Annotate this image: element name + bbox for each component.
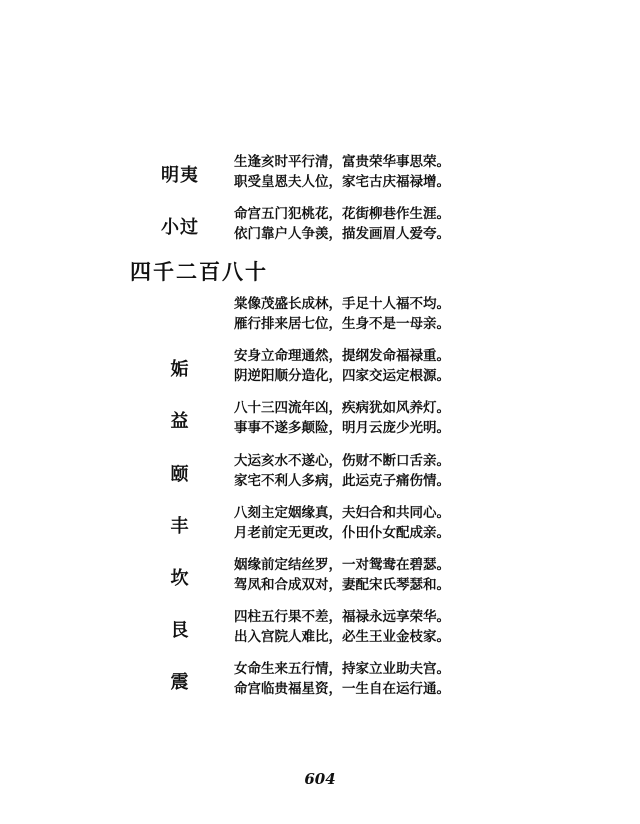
verse-line: 女命生来五行情，持家立业助夫宫。: [234, 661, 450, 677]
verse-line: 八十三四流年凶，疾病犹如风养灯。: [234, 400, 450, 416]
verse-line: 阴逆阳顺分造化，四家交运定根源。: [234, 368, 450, 384]
hexagram-name: 小过: [161, 217, 199, 238]
hexagram-name: 丰: [170, 516, 190, 537]
verse-line: 出入宫院人难比，必生王业金枝家。: [234, 629, 450, 645]
entry: [0, 451, 640, 495]
verse-line: 生逢亥时平行清，富贵荣华事思荣。: [234, 154, 450, 170]
verse-line: 命宫临贵福星资，一生自在运行通。: [234, 681, 450, 697]
verse-line: 大运亥水不遂心，伤财不断口舌亲。: [234, 453, 450, 469]
entry: [0, 555, 640, 599]
entry: [0, 607, 640, 651]
verse-line: 姻缘前定结丝罗，一对鸳鸯在碧瑟。: [234, 557, 450, 573]
verse-line: 雁行排来居七位，生身不是一母亲。: [234, 316, 450, 332]
verse-line: 四柱五行果不差，福禄永远享荣华。: [234, 609, 450, 625]
entry: [0, 346, 640, 390]
entry: [0, 294, 640, 338]
page-number: 604: [304, 770, 336, 788]
hexagram-name: 震: [170, 672, 190, 693]
hexagram-name: 艮: [170, 620, 190, 641]
entry: [0, 204, 640, 248]
hexagram-name: 益: [170, 411, 190, 432]
verse-line: 八刻主定姻缘真，夫妇合和共同心。: [234, 505, 450, 521]
hexagram-name: 坎: [170, 568, 190, 589]
hexagram-name: [150, 294, 210, 338]
verse-line: 依门靠户人争羡，描发画眉人爱夸。: [234, 226, 450, 242]
verse-line: 驾凤和合成双对，妻配宋氏琴瑟和。: [234, 577, 450, 593]
verse-line: 家宅不利人多病，此运克子痛伤情。: [234, 473, 450, 489]
hexagram-name: 颐: [170, 464, 190, 485]
verse-line: 安身立命理通然，提纲发命福禄重。: [234, 348, 450, 364]
entry: [0, 152, 640, 196]
hexagram-name: 明夷: [161, 165, 199, 186]
verse-line: 命宫五门犯桃花，花街柳巷作生涯。: [234, 206, 450, 222]
verse-line: 棠像茂盛长成林，手足十人福不均。: [234, 296, 450, 312]
hexagram-name: 姤: [170, 359, 190, 380]
entry: [0, 659, 640, 703]
entry: [0, 503, 640, 547]
verse-line: 职受皇恩夫人位，家宅古庆福禄增。: [234, 174, 450, 190]
section-heading: 四千二百八十: [130, 259, 268, 284]
verse-line: 月老前定无更改，仆田仆女配成亲。: [234, 525, 450, 541]
verse-line: 事事不遂多颠险，明月云庞少光明。: [234, 420, 450, 436]
entry: [0, 398, 640, 442]
